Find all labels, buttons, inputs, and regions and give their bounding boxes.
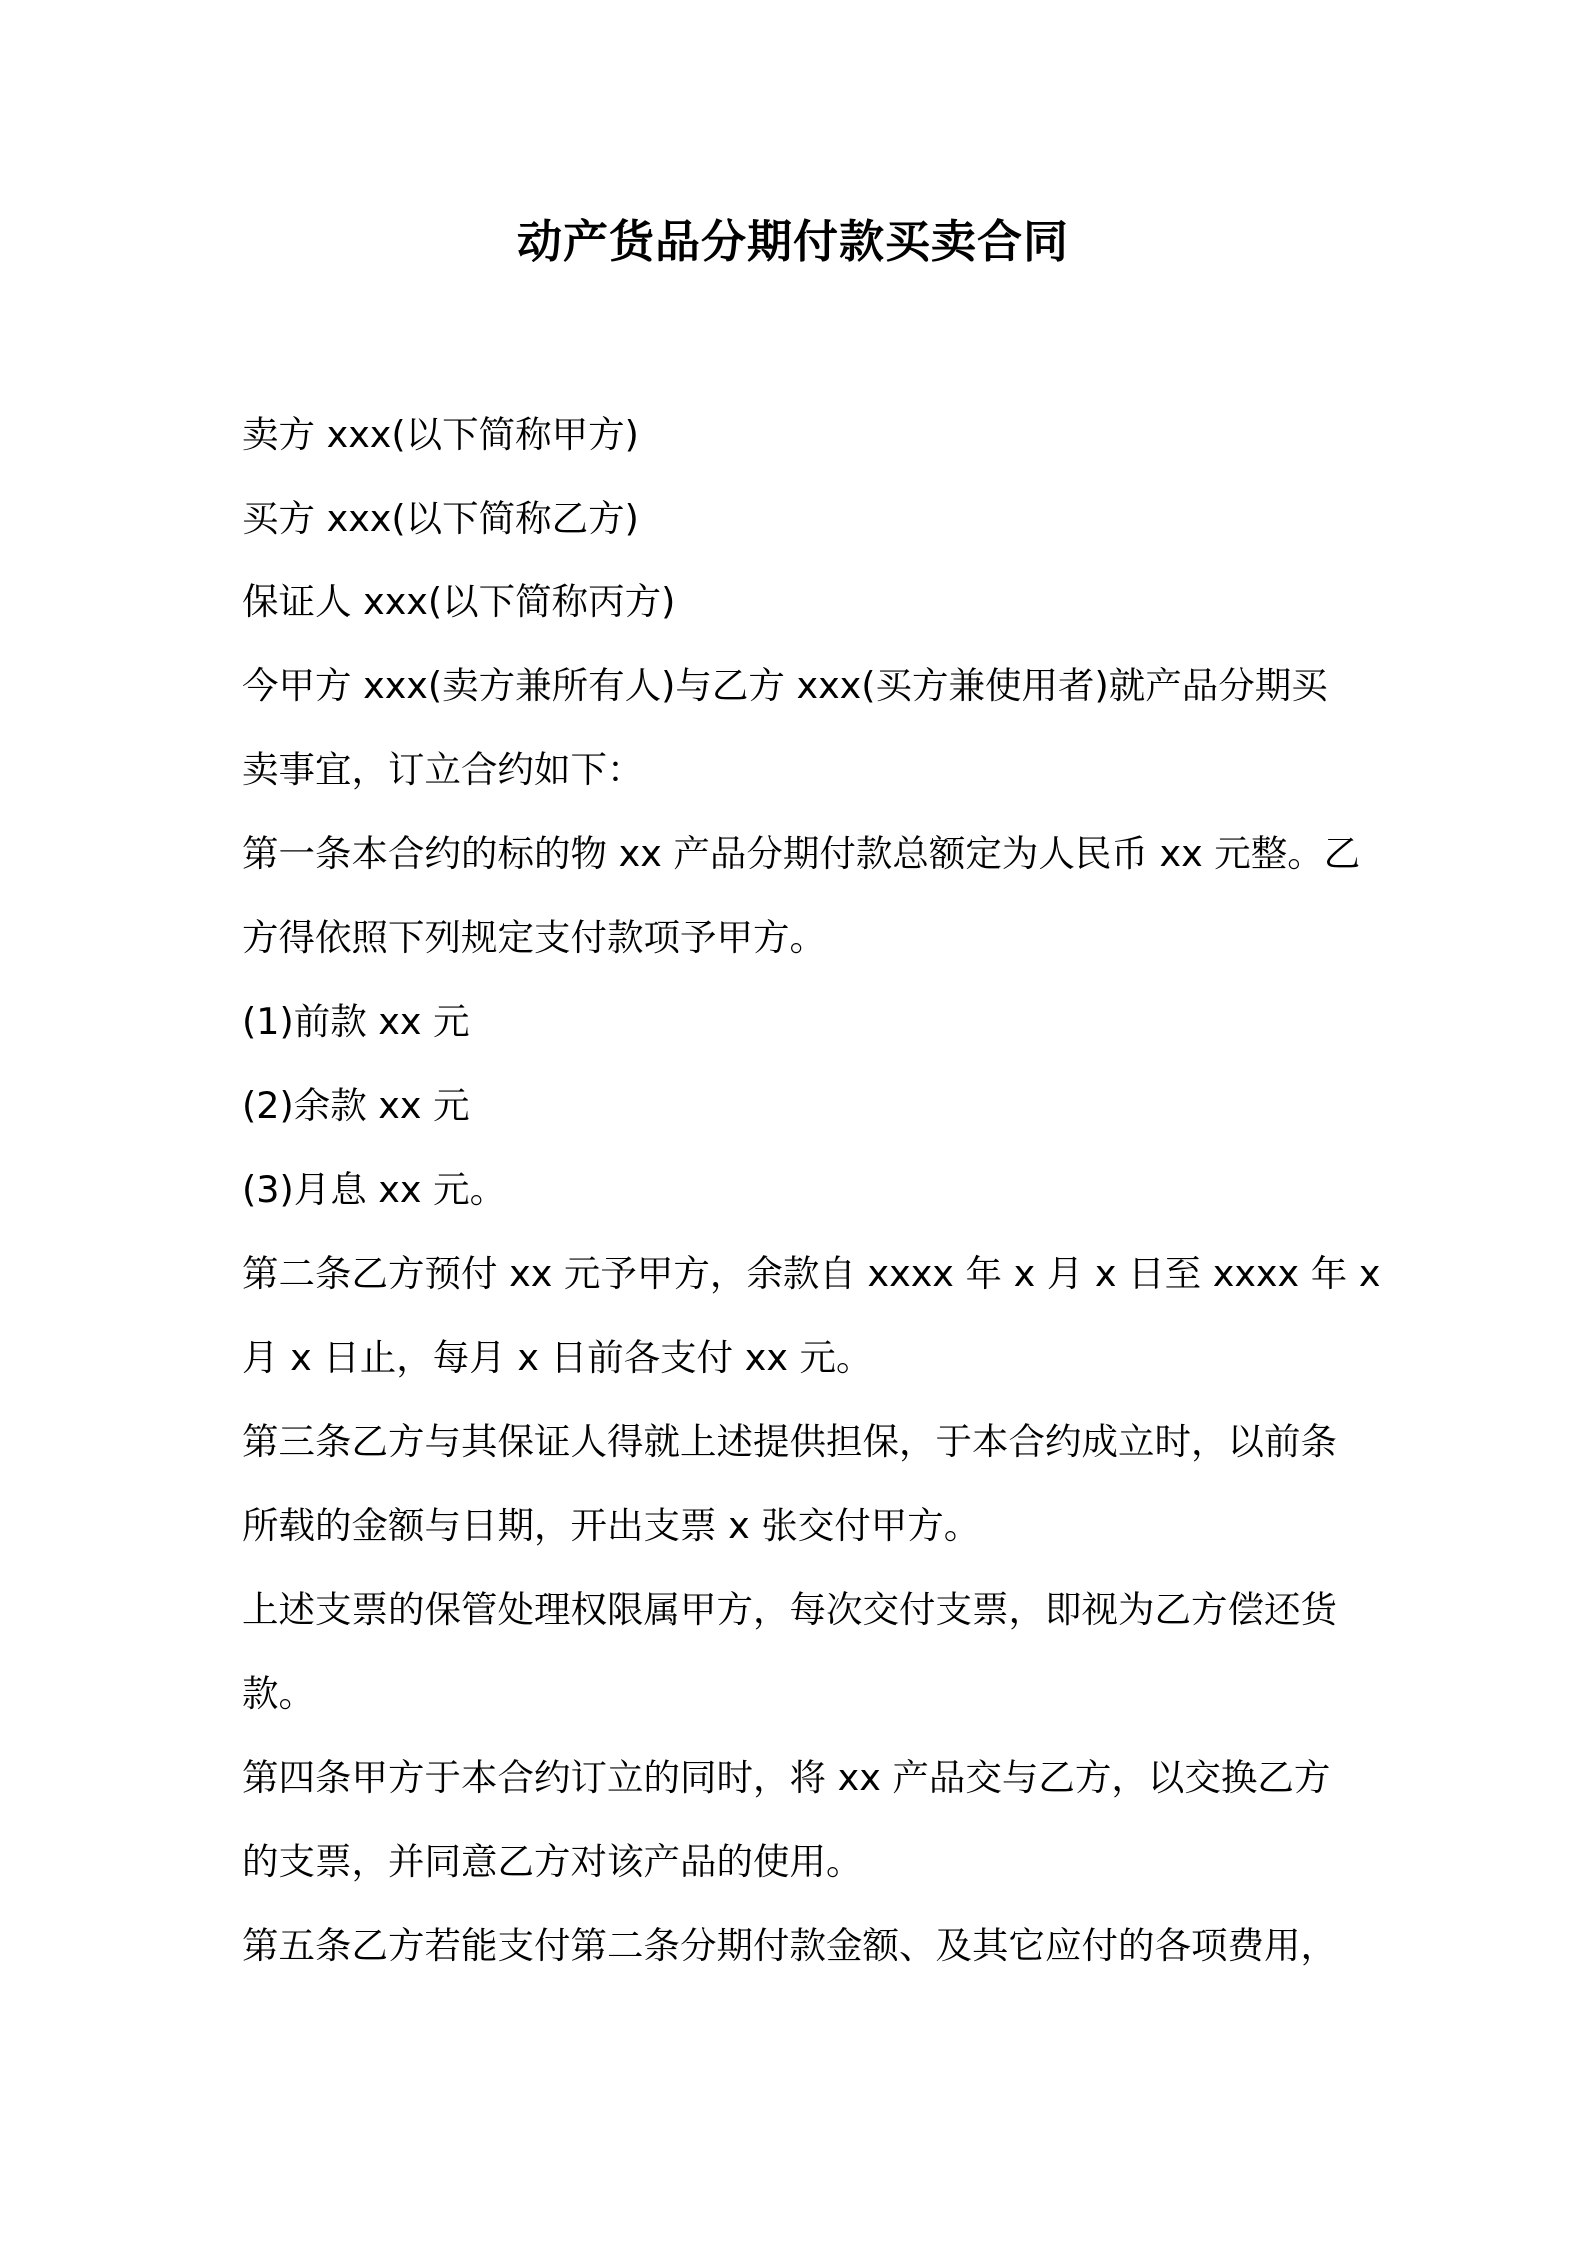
text-line-cheque-2: 款。	[242, 1672, 315, 1715]
text-line-item-1: (1)前款 xx 元	[242, 1000, 470, 1043]
text-line-item-2: (2)余款 xx 元	[242, 1084, 470, 1127]
text-line-article-1a: 第一条本合约的标的物 xx 产品分期付款总额定为人民币 xx 元整。乙	[242, 832, 1361, 875]
text-line-article-5a: 第五条乙方若能支付第二条分期付款金额、及其它应付的各项费用，	[242, 1924, 1337, 1967]
text-line-cheque-1: 上述支票的保管处理权限属甲方，每次交付支票，即视为乙方偿还货	[242, 1588, 1337, 1631]
text-line-article-1b: 方得依照下列规定支付款项予甲方。	[242, 916, 826, 959]
text-line-buyer: 买方 xxx(以下简称乙方)	[242, 497, 639, 540]
text-line-article-4b: 的支票，并同意乙方对该产品的使用。	[242, 1840, 863, 1883]
text-line-seller: 卖方 xxx(以下简称甲方)	[242, 413, 639, 456]
text-line-guarantor: 保证人 xxx(以下简称丙方)	[242, 580, 676, 623]
text-line-article-2a: 第二条乙方预付 xx 元予甲方，余款自 xxxx 年 x 月 x 日至 xxxx 年 x	[242, 1252, 1381, 1295]
text-line-article-3b: 所载的金额与日期，开出支票 x 张交付甲方。	[242, 1504, 981, 1547]
text-line-item-3: (3)月息 xx 元。	[242, 1168, 507, 1211]
text-line-article-3a: 第三条乙方与其保证人得就上述提供担保，于本合约成立时，以前条	[242, 1420, 1337, 1463]
text-line-preamble-2: 卖事宜，订立合约如下：	[242, 748, 644, 791]
text-line-preamble-1: 今甲方 xxx(卖方兼所有人)与乙方 xxx(买方兼使用者)就产品分期买	[242, 664, 1328, 707]
text-line-article-2b: 月 x 日止，每月 x 日前各支付 xx 元。	[242, 1336, 873, 1379]
text-line-article-4a: 第四条甲方于本合约订立的同时，将 xx 产品交与乙方，以交换乙方	[242, 1756, 1331, 1799]
document-title: 动产货品分期付款买卖合同	[516, 215, 1069, 268]
